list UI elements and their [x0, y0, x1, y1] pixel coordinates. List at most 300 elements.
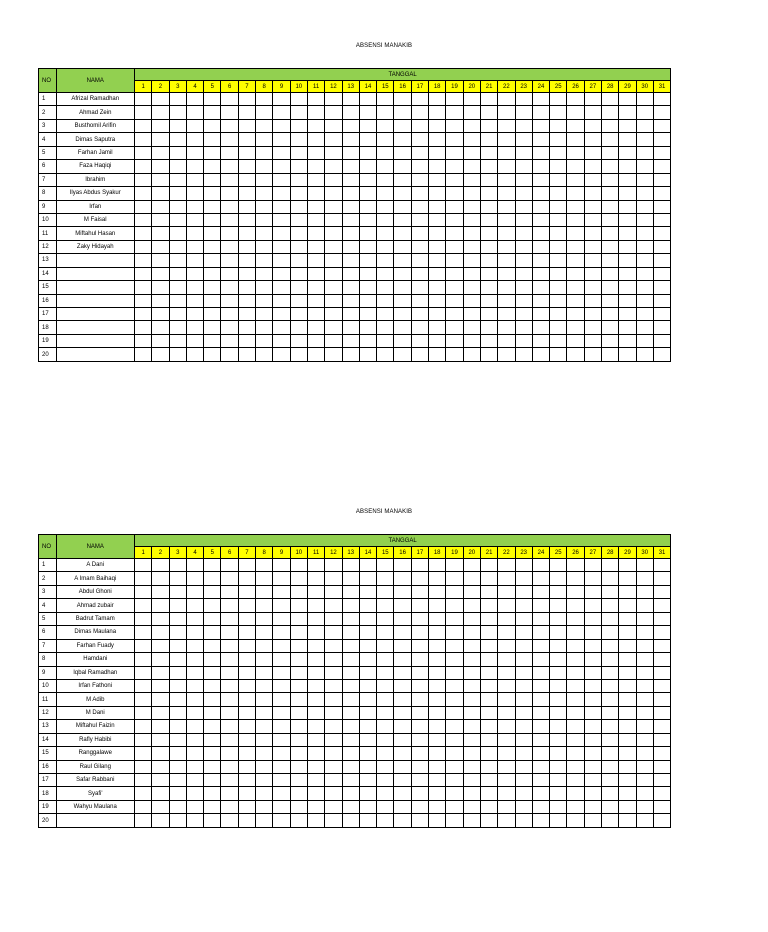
attendance-cell[interactable]: [653, 213, 670, 226]
attendance-cell[interactable]: [567, 706, 584, 719]
attendance-cell[interactable]: [342, 160, 359, 173]
attendance-cell[interactable]: [463, 187, 480, 200]
attendance-cell[interactable]: [636, 733, 653, 746]
attendance-cell[interactable]: [411, 334, 428, 347]
attendance-cell[interactable]: [152, 572, 169, 585]
attendance-cell[interactable]: [446, 599, 463, 612]
attendance-cell[interactable]: [567, 599, 584, 612]
attendance-cell[interactable]: [463, 572, 480, 585]
attendance-cell[interactable]: [204, 308, 221, 321]
attendance-cell[interactable]: [325, 585, 342, 598]
attendance-cell[interactable]: [307, 626, 324, 639]
attendance-cell[interactable]: [532, 227, 549, 240]
attendance-cell[interactable]: [446, 585, 463, 598]
attendance-cell[interactable]: [135, 321, 152, 334]
attendance-cell[interactable]: [515, 281, 532, 294]
attendance-cell[interactable]: [290, 666, 307, 679]
attendance-cell[interactable]: [238, 200, 255, 213]
attendance-cell[interactable]: [550, 800, 567, 813]
attendance-cell[interactable]: [290, 760, 307, 773]
attendance-cell[interactable]: [377, 559, 394, 572]
attendance-cell[interactable]: [411, 254, 428, 267]
attendance-cell[interactable]: [411, 308, 428, 321]
attendance-cell[interactable]: [359, 572, 376, 585]
attendance-cell[interactable]: [273, 666, 290, 679]
attendance-cell[interactable]: [446, 321, 463, 334]
attendance-cell[interactable]: [636, 146, 653, 159]
attendance-cell[interactable]: [480, 133, 497, 146]
attendance-cell[interactable]: [411, 213, 428, 226]
attendance-cell[interactable]: [359, 160, 376, 173]
attendance-cell[interactable]: [377, 133, 394, 146]
attendance-cell[interactable]: [186, 146, 203, 159]
attendance-cell[interactable]: [550, 626, 567, 639]
attendance-cell[interactable]: [290, 747, 307, 760]
attendance-cell[interactable]: [359, 693, 376, 706]
attendance-cell[interactable]: [636, 200, 653, 213]
attendance-cell[interactable]: [238, 747, 255, 760]
attendance-cell[interactable]: [135, 106, 152, 119]
attendance-cell[interactable]: [325, 706, 342, 719]
attendance-cell[interactable]: [567, 240, 584, 253]
attendance-cell[interactable]: [307, 321, 324, 334]
attendance-cell[interactable]: [273, 294, 290, 307]
attendance-cell[interactable]: [584, 213, 601, 226]
attendance-cell[interactable]: [584, 639, 601, 652]
attendance-cell[interactable]: [602, 679, 619, 692]
attendance-cell[interactable]: [532, 720, 549, 733]
attendance-cell[interactable]: [532, 308, 549, 321]
attendance-cell[interactable]: [532, 106, 549, 119]
attendance-cell[interactable]: [636, 93, 653, 106]
attendance-cell[interactable]: [411, 774, 428, 787]
attendance-cell[interactable]: [636, 119, 653, 132]
attendance-cell[interactable]: [135, 119, 152, 132]
attendance-cell[interactable]: [325, 160, 342, 173]
attendance-cell[interactable]: [446, 93, 463, 106]
attendance-cell[interactable]: [567, 639, 584, 652]
attendance-cell[interactable]: [550, 133, 567, 146]
attendance-cell[interactable]: [619, 787, 636, 800]
attendance-cell[interactable]: [186, 653, 203, 666]
attendance-cell[interactable]: [377, 146, 394, 159]
attendance-cell[interactable]: [532, 187, 549, 200]
attendance-cell[interactable]: [204, 760, 221, 773]
attendance-cell[interactable]: [584, 294, 601, 307]
attendance-cell[interactable]: [411, 572, 428, 585]
attendance-cell[interactable]: [567, 334, 584, 347]
attendance-cell[interactable]: [204, 612, 221, 625]
attendance-cell[interactable]: [515, 693, 532, 706]
attendance-cell[interactable]: [653, 733, 670, 746]
attendance-cell[interactable]: [602, 800, 619, 813]
attendance-cell[interactable]: [359, 774, 376, 787]
attendance-cell[interactable]: [169, 639, 186, 652]
attendance-cell[interactable]: [377, 572, 394, 585]
attendance-cell[interactable]: [135, 187, 152, 200]
attendance-cell[interactable]: [411, 800, 428, 813]
attendance-cell[interactable]: [394, 814, 411, 827]
attendance-cell[interactable]: [256, 747, 273, 760]
attendance-cell[interactable]: [152, 747, 169, 760]
attendance-cell[interactable]: [204, 240, 221, 253]
attendance-cell[interactable]: [446, 760, 463, 773]
attendance-cell[interactable]: [221, 626, 238, 639]
attendance-cell[interactable]: [273, 572, 290, 585]
attendance-cell[interactable]: [446, 612, 463, 625]
attendance-cell[interactable]: [636, 254, 653, 267]
attendance-cell[interactable]: [359, 747, 376, 760]
attendance-cell[interactable]: [480, 653, 497, 666]
attendance-cell[interactable]: [325, 720, 342, 733]
attendance-cell[interactable]: [186, 281, 203, 294]
attendance-cell[interactable]: [515, 254, 532, 267]
attendance-cell[interactable]: [411, 348, 428, 361]
attendance-cell[interactable]: [325, 814, 342, 827]
attendance-cell[interactable]: [169, 294, 186, 307]
attendance-cell[interactable]: [602, 200, 619, 213]
attendance-cell[interactable]: [238, 585, 255, 598]
attendance-cell[interactable]: [221, 93, 238, 106]
attendance-cell[interactable]: [619, 106, 636, 119]
attendance-cell[interactable]: [653, 626, 670, 639]
attendance-cell[interactable]: [463, 93, 480, 106]
attendance-cell[interactable]: [221, 747, 238, 760]
attendance-cell[interactable]: [636, 559, 653, 572]
attendance-cell[interactable]: [584, 187, 601, 200]
attendance-cell[interactable]: [290, 348, 307, 361]
attendance-cell[interactable]: [359, 612, 376, 625]
attendance-cell[interactable]: [359, 200, 376, 213]
attendance-cell[interactable]: [515, 240, 532, 253]
attendance-cell[interactable]: [238, 308, 255, 321]
attendance-cell[interactable]: [584, 787, 601, 800]
attendance-cell[interactable]: [307, 720, 324, 733]
attendance-cell[interactable]: [567, 760, 584, 773]
attendance-cell[interactable]: [429, 787, 446, 800]
attendance-cell[interactable]: [169, 227, 186, 240]
attendance-cell[interactable]: [256, 706, 273, 719]
attendance-cell[interactable]: [567, 213, 584, 226]
attendance-cell[interactable]: [256, 227, 273, 240]
attendance-cell[interactable]: [204, 119, 221, 132]
attendance-cell[interactable]: [636, 653, 653, 666]
attendance-cell[interactable]: [550, 334, 567, 347]
attendance-cell[interactable]: [567, 585, 584, 598]
attendance-cell[interactable]: [238, 213, 255, 226]
attendance-cell[interactable]: [429, 146, 446, 159]
attendance-cell[interactable]: [463, 706, 480, 719]
attendance-cell[interactable]: [411, 146, 428, 159]
attendance-cell[interactable]: [567, 187, 584, 200]
attendance-cell[interactable]: [307, 281, 324, 294]
attendance-cell[interactable]: [584, 679, 601, 692]
attendance-cell[interactable]: [152, 308, 169, 321]
attendance-cell[interactable]: [584, 308, 601, 321]
attendance-cell[interactable]: [342, 321, 359, 334]
attendance-cell[interactable]: [653, 267, 670, 280]
attendance-cell[interactable]: [169, 281, 186, 294]
attendance-cell[interactable]: [342, 281, 359, 294]
attendance-cell[interactable]: [273, 133, 290, 146]
attendance-cell[interactable]: [463, 227, 480, 240]
attendance-cell[interactable]: [429, 240, 446, 253]
attendance-cell[interactable]: [152, 133, 169, 146]
attendance-cell[interactable]: [169, 334, 186, 347]
attendance-cell[interactable]: [135, 693, 152, 706]
attendance-cell[interactable]: [307, 612, 324, 625]
attendance-cell[interactable]: [325, 626, 342, 639]
attendance-cell[interactable]: [498, 800, 515, 813]
attendance-cell[interactable]: [290, 200, 307, 213]
attendance-cell[interactable]: [290, 814, 307, 827]
attendance-cell[interactable]: [325, 254, 342, 267]
attendance-cell[interactable]: [342, 294, 359, 307]
attendance-cell[interactable]: [290, 585, 307, 598]
attendance-cell[interactable]: [480, 227, 497, 240]
attendance-cell[interactable]: [463, 321, 480, 334]
attendance-cell[interactable]: [498, 119, 515, 132]
attendance-cell[interactable]: [515, 308, 532, 321]
attendance-cell[interactable]: [221, 106, 238, 119]
attendance-cell[interactable]: [532, 240, 549, 253]
attendance-cell[interactable]: [307, 119, 324, 132]
attendance-cell[interactable]: [394, 321, 411, 334]
attendance-cell[interactable]: [186, 267, 203, 280]
attendance-cell[interactable]: [377, 173, 394, 186]
attendance-cell[interactable]: [411, 106, 428, 119]
attendance-cell[interactable]: [238, 281, 255, 294]
attendance-cell[interactable]: [256, 585, 273, 598]
attendance-cell[interactable]: [584, 559, 601, 572]
attendance-cell[interactable]: [584, 200, 601, 213]
attendance-cell[interactable]: [619, 559, 636, 572]
attendance-cell[interactable]: [446, 787, 463, 800]
attendance-cell[interactable]: [273, 720, 290, 733]
attendance-cell[interactable]: [290, 187, 307, 200]
attendance-cell[interactable]: [653, 187, 670, 200]
attendance-cell[interactable]: [567, 160, 584, 173]
attendance-cell[interactable]: [480, 93, 497, 106]
attendance-cell[interactable]: [584, 774, 601, 787]
attendance-cell[interactable]: [411, 787, 428, 800]
attendance-cell[interactable]: [636, 348, 653, 361]
attendance-cell[interactable]: [221, 800, 238, 813]
attendance-cell[interactable]: [602, 706, 619, 719]
attendance-cell[interactable]: [273, 747, 290, 760]
attendance-cell[interactable]: [342, 572, 359, 585]
attendance-cell[interactable]: [446, 133, 463, 146]
attendance-cell[interactable]: [446, 146, 463, 159]
attendance-cell[interactable]: [653, 334, 670, 347]
attendance-cell[interactable]: [290, 308, 307, 321]
attendance-cell[interactable]: [636, 187, 653, 200]
attendance-cell[interactable]: [307, 653, 324, 666]
attendance-cell[interactable]: [463, 200, 480, 213]
attendance-cell[interactable]: [584, 747, 601, 760]
attendance-cell[interactable]: [135, 133, 152, 146]
attendance-cell[interactable]: [204, 639, 221, 652]
attendance-cell[interactable]: [498, 760, 515, 773]
attendance-cell[interactable]: [307, 639, 324, 652]
attendance-cell[interactable]: [256, 334, 273, 347]
attendance-cell[interactable]: [377, 612, 394, 625]
attendance-cell[interactable]: [567, 146, 584, 159]
attendance-cell[interactable]: [152, 800, 169, 813]
attendance-cell[interactable]: [186, 119, 203, 132]
attendance-cell[interactable]: [152, 612, 169, 625]
attendance-cell[interactable]: [602, 213, 619, 226]
attendance-cell[interactable]: [359, 814, 376, 827]
attendance-cell[interactable]: [152, 173, 169, 186]
attendance-cell[interactable]: [204, 213, 221, 226]
attendance-cell[interactable]: [636, 706, 653, 719]
attendance-cell[interactable]: [532, 213, 549, 226]
attendance-cell[interactable]: [342, 227, 359, 240]
attendance-cell[interactable]: [602, 733, 619, 746]
attendance-cell[interactable]: [152, 814, 169, 827]
attendance-cell[interactable]: [602, 267, 619, 280]
attendance-cell[interactable]: [238, 93, 255, 106]
attendance-cell[interactable]: [169, 612, 186, 625]
attendance-cell[interactable]: [584, 281, 601, 294]
attendance-cell[interactable]: [480, 814, 497, 827]
attendance-cell[interactable]: [135, 572, 152, 585]
attendance-cell[interactable]: [307, 254, 324, 267]
attendance-cell[interactable]: [359, 679, 376, 692]
attendance-cell[interactable]: [325, 760, 342, 773]
attendance-cell[interactable]: [204, 653, 221, 666]
attendance-cell[interactable]: [359, 281, 376, 294]
attendance-cell[interactable]: [498, 173, 515, 186]
attendance-cell[interactable]: [584, 240, 601, 253]
attendance-cell[interactable]: [307, 599, 324, 612]
attendance-cell[interactable]: [653, 146, 670, 159]
attendance-cell[interactable]: [135, 706, 152, 719]
attendance-cell[interactable]: [567, 693, 584, 706]
attendance-cell[interactable]: [550, 572, 567, 585]
attendance-cell[interactable]: [636, 227, 653, 240]
attendance-cell[interactable]: [429, 348, 446, 361]
attendance-cell[interactable]: [480, 213, 497, 226]
attendance-cell[interactable]: [307, 334, 324, 347]
attendance-cell[interactable]: [636, 679, 653, 692]
attendance-cell[interactable]: [619, 281, 636, 294]
attendance-cell[interactable]: [480, 720, 497, 733]
attendance-cell[interactable]: [377, 267, 394, 280]
attendance-cell[interactable]: [498, 693, 515, 706]
attendance-cell[interactable]: [273, 693, 290, 706]
attendance-cell[interactable]: [567, 173, 584, 186]
attendance-cell[interactable]: [602, 559, 619, 572]
attendance-cell[interactable]: [256, 160, 273, 173]
attendance-cell[interactable]: [204, 814, 221, 827]
attendance-cell[interactable]: [411, 720, 428, 733]
attendance-cell[interactable]: [135, 733, 152, 746]
attendance-cell[interactable]: [359, 760, 376, 773]
attendance-cell[interactable]: [480, 666, 497, 679]
attendance-cell[interactable]: [463, 666, 480, 679]
attendance-cell[interactable]: [221, 267, 238, 280]
attendance-cell[interactable]: [273, 321, 290, 334]
attendance-cell[interactable]: [359, 585, 376, 598]
attendance-cell[interactable]: [550, 733, 567, 746]
attendance-cell[interactable]: [273, 106, 290, 119]
attendance-cell[interactable]: [204, 559, 221, 572]
attendance-cell[interactable]: [169, 733, 186, 746]
attendance-cell[interactable]: [256, 787, 273, 800]
attendance-cell[interactable]: [273, 187, 290, 200]
attendance-cell[interactable]: [221, 720, 238, 733]
attendance-cell[interactable]: [342, 348, 359, 361]
attendance-cell[interactable]: [204, 733, 221, 746]
attendance-cell[interactable]: [446, 348, 463, 361]
attendance-cell[interactable]: [186, 308, 203, 321]
attendance-cell[interactable]: [135, 585, 152, 598]
attendance-cell[interactable]: [411, 321, 428, 334]
attendance-cell[interactable]: [221, 240, 238, 253]
attendance-cell[interactable]: [653, 787, 670, 800]
attendance-cell[interactable]: [636, 334, 653, 347]
attendance-cell[interactable]: [653, 679, 670, 692]
attendance-cell[interactable]: [204, 321, 221, 334]
attendance-cell[interactable]: [186, 693, 203, 706]
attendance-cell[interactable]: [498, 733, 515, 746]
attendance-cell[interactable]: [463, 106, 480, 119]
attendance-cell[interactable]: [532, 559, 549, 572]
attendance-cell[interactable]: [550, 200, 567, 213]
attendance-cell[interactable]: [636, 173, 653, 186]
attendance-cell[interactable]: [602, 599, 619, 612]
attendance-cell[interactable]: [550, 639, 567, 652]
attendance-cell[interactable]: [394, 160, 411, 173]
attendance-cell[interactable]: [238, 814, 255, 827]
attendance-cell[interactable]: [342, 559, 359, 572]
attendance-cell[interactable]: [186, 348, 203, 361]
attendance-cell[interactable]: [169, 693, 186, 706]
attendance-cell[interactable]: [515, 160, 532, 173]
attendance-cell[interactable]: [602, 639, 619, 652]
attendance-cell[interactable]: [325, 572, 342, 585]
attendance-cell[interactable]: [135, 173, 152, 186]
attendance-cell[interactable]: [342, 133, 359, 146]
attendance-cell[interactable]: [394, 666, 411, 679]
attendance-cell[interactable]: [256, 187, 273, 200]
attendance-cell[interactable]: [619, 800, 636, 813]
attendance-cell[interactable]: [653, 119, 670, 132]
attendance-cell[interactable]: [567, 348, 584, 361]
attendance-cell[interactable]: [307, 227, 324, 240]
attendance-cell[interactable]: [238, 187, 255, 200]
attendance-cell[interactable]: [307, 146, 324, 159]
attendance-cell[interactable]: [429, 572, 446, 585]
attendance-cell[interactable]: [290, 106, 307, 119]
attendance-cell[interactable]: [169, 787, 186, 800]
attendance-cell[interactable]: [619, 733, 636, 746]
attendance-cell[interactable]: [325, 294, 342, 307]
attendance-cell[interactable]: [429, 639, 446, 652]
attendance-cell[interactable]: [273, 599, 290, 612]
attendance-cell[interactable]: [342, 774, 359, 787]
attendance-cell[interactable]: [307, 200, 324, 213]
attendance-cell[interactable]: [394, 585, 411, 598]
attendance-cell[interactable]: [567, 653, 584, 666]
attendance-cell[interactable]: [653, 281, 670, 294]
attendance-cell[interactable]: [256, 626, 273, 639]
attendance-cell[interactable]: [273, 200, 290, 213]
attendance-cell[interactable]: [290, 733, 307, 746]
attendance-cell[interactable]: [377, 747, 394, 760]
